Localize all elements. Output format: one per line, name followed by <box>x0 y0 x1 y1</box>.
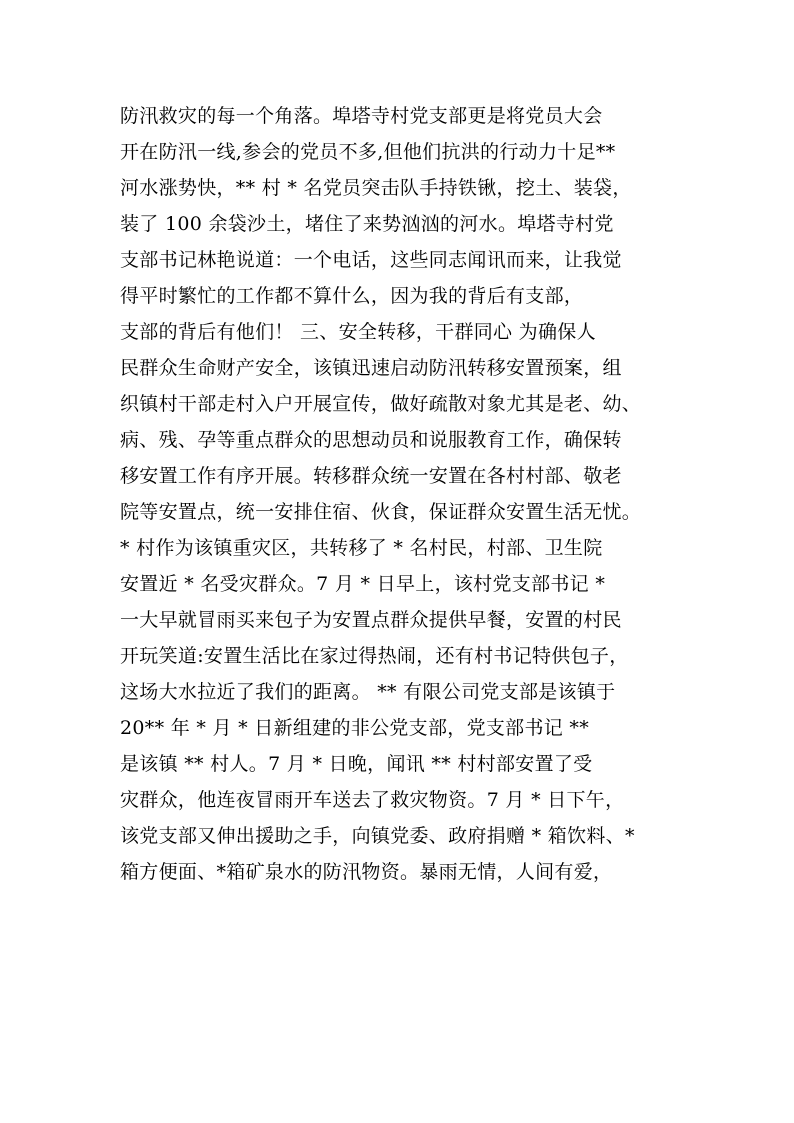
text-line: 装了 100 余袋沙土，堵住了来势汹汹的河水。埠塔寺村党 <box>120 213 614 235</box>
text-line: 民群众生命财产安全，该镇迅速启动防汛转移安置预案，组 <box>120 357 622 379</box>
text-line: 织镇村干部走村入户开展宣传，做好疏散对象尤其是老、幼、 <box>120 393 642 415</box>
text-line: 这场大水拉近了我们的距离。 ** 有限公司党支部是该镇于 <box>120 681 616 703</box>
text-line: 得平时繁忙的工作都不算什么，因为我的背后有支部， <box>120 285 584 307</box>
text-line: 防汛救灾的每一个角落。埠塔寺村党支部更是将党员大会 <box>120 105 603 127</box>
text-line: 箱方便面、*箱矿泉水的防汛物资。暴雨无情，人间有爱， <box>120 861 613 883</box>
text-line: 是该镇 ** 村人。7 月 * 日晚，闻讯 ** 村村部安置了受 <box>120 753 593 775</box>
text-line: * 村作为该镇重灾区，共转移了 * 名村民，村部、卫生院 <box>120 537 603 559</box>
body-text <box>120 98 700 890</box>
text-line: 安置近 * 名受灾群众。7 月 * 日早上，该村党支部书记 * <box>120 573 606 595</box>
text-line: 院等安置点，统一安排住宿、伙食，保证群众安置生活无忧。 <box>120 501 642 523</box>
text-line: 支部书记林艳说道：一个电话，这些同志闻讯而来，让我觉 <box>120 249 622 271</box>
text-line: 该党支部又伸出援助之手，向镇党委、政府捐赠 * 箱饮料、* <box>120 825 635 847</box>
text-line: 灾群众，他连夜冒雨开车送去了救灾物资。7 月 * 日下午， <box>120 789 625 811</box>
text-line: 开玩笑道:安置生活比在家过得热闹，还有村书记特供包子， <box>120 645 629 667</box>
text-line: 支部的背后有他们！ 三、安全转移，干群同心 为确保人 <box>120 321 596 343</box>
text-line: 一大早就冒雨买来包子为安置点群众提供早餐，安置的村民 <box>120 609 622 631</box>
text-line: 开在防汛一线,参会的党员不多,但他们抗洪的行动力十足** <box>120 141 616 163</box>
text-line: 移安置工作有序开展。转移群众统一安置在各村村部、敬老 <box>120 465 622 487</box>
text-line: 20** 年 * 月 * 日新组建的非公党支部，党支部书记 ** <box>120 717 590 739</box>
text-line: 病、残、孕等重点群众的思想动员和说服教育工作，确保转 <box>120 429 622 451</box>
text-line: 河水涨势快，** 村 * 名党员突击队手持铁锹，挖土、装袋， <box>120 177 632 199</box>
